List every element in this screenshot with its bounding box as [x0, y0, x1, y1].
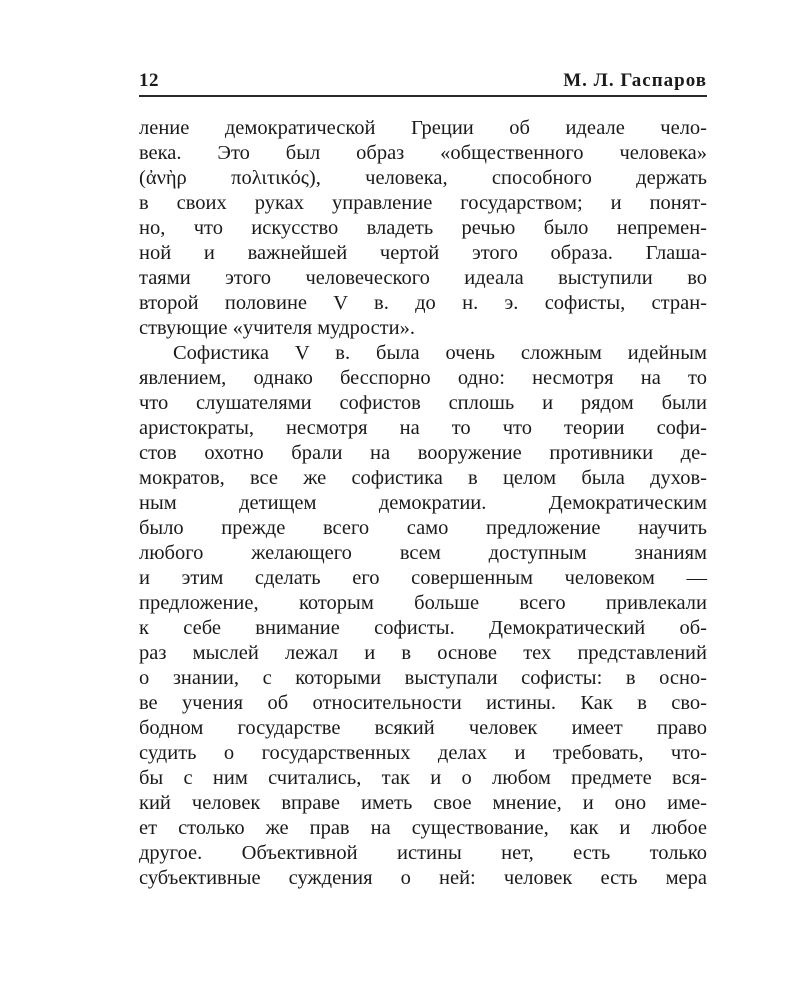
text-line: в своих руках управление государством; и понят- — [139, 192, 707, 214]
body-text — [139, 116, 707, 891]
text-line: раз мыслей лежал и в основе тех представлений — [139, 642, 707, 664]
text-line: аристократы, несмотря на то что теории софи- — [139, 417, 707, 439]
text-line: другое. Объективной истины нет, есть только — [139, 842, 707, 864]
text-line: и этим сделать его совершенным человеком — — [139, 567, 707, 589]
running-head — [139, 70, 707, 97]
text-line: было прежде всего само предложение научить — [139, 517, 707, 539]
text-line: субъективные суждения о ней: человек есть мера — [139, 867, 707, 889]
text-line: (ἀνὴρ πολιτικός), человека, способного держать — [139, 167, 707, 189]
text-line: но, что искусство владеть речью было непремен- — [139, 217, 707, 239]
page-number: 12 — [139, 70, 159, 91]
text-line: ным детищем демократии. Демократическим — [139, 492, 707, 514]
text-line: стов охотно брали на вооружение противники де- — [139, 442, 707, 464]
text-line: мократов, все же софистика в целом была духов- — [139, 467, 707, 489]
text-line: ет столько же прав на существование, как и любое — [139, 817, 707, 839]
text-line: ствующие «учителя мудрости». — [139, 317, 415, 339]
text-line: явлением, однако бесспорно одно: несмотря на то — [139, 367, 707, 389]
text-line: ной и важнейшей чертой этого образа. Глаша- — [139, 242, 707, 264]
text-line: ление демократической Греции об идеале чело- — [139, 117, 707, 139]
text-line: о знании, с которыми выступали софисты: в осно- — [139, 667, 707, 689]
text-line: века. Это был образ «общественного человека» — [139, 142, 707, 164]
paragraph-1 — [139, 116, 707, 341]
text-line: предложение, которым больше всего привлекали — [139, 592, 707, 614]
text-line: таями этого человеческого идеала выступили во — [139, 267, 707, 289]
paragraph-2 — [139, 341, 707, 891]
text-line: Софистика V в. была очень сложным идейным — [173, 342, 707, 364]
book-page — [139, 70, 707, 891]
text-line: бодном государстве всякий человек имеет право — [139, 717, 707, 739]
text-line: бы с ним считались, так и о любом предмете вся- — [139, 767, 707, 789]
running-head-author: М. Л. Гаспаров — [563, 70, 707, 91]
text-line: любого желающего всем доступным знаниям — [139, 542, 707, 564]
text-line: второй половине V в. до н. э. софисты, стран- — [139, 292, 707, 314]
text-line: что слушателями софистов сплошь и рядом были — [139, 392, 707, 414]
text-line: кий человек вправе иметь свое мнение, и оно име- — [139, 792, 707, 814]
text-line: судить о государственных делах и требовать, что- — [139, 742, 707, 764]
text-line: к себе внимание софисты. Демократический об- — [139, 617, 707, 639]
text-line: ве учения об относительности истины. Как в сво- — [139, 692, 707, 714]
